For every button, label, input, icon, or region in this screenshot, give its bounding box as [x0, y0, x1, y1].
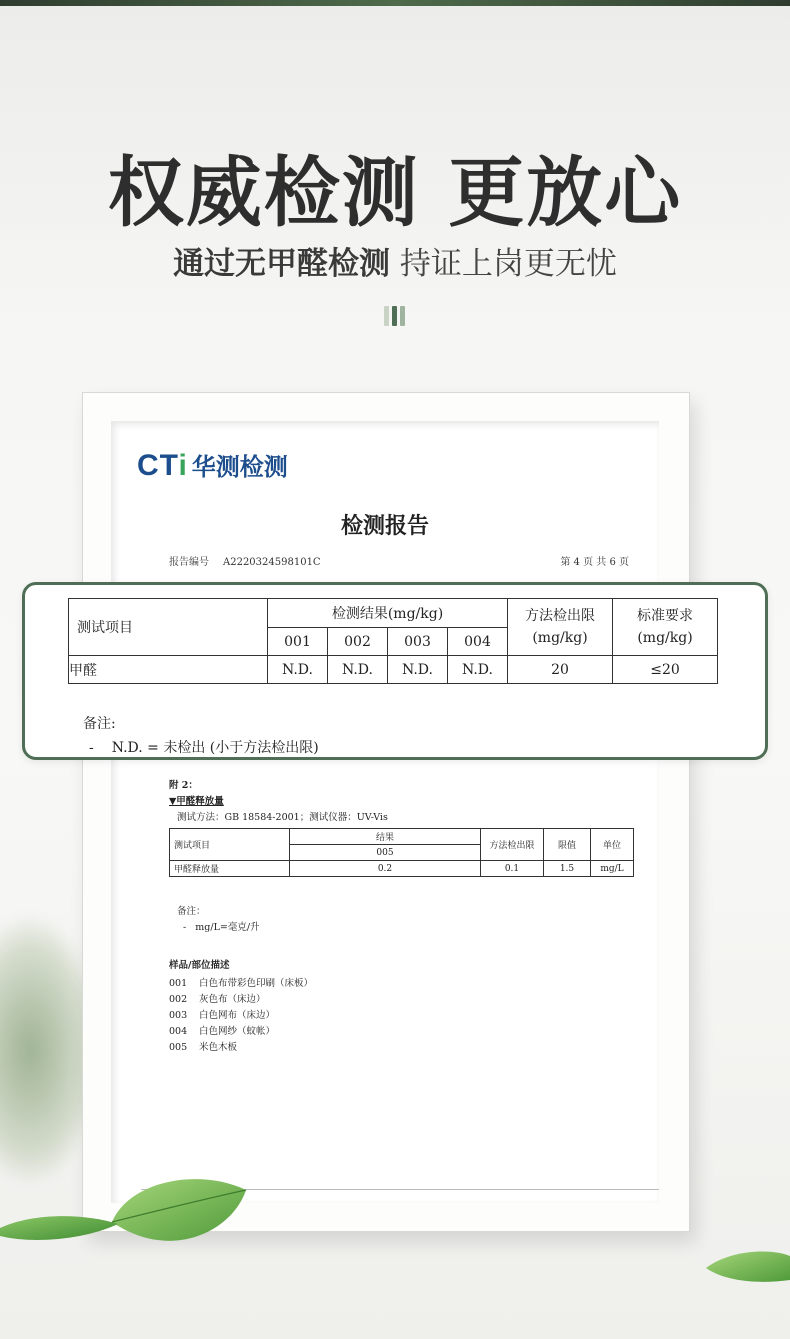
- note-line: - mg/L=毫克/升: [183, 922, 260, 933]
- t1-col-001: 001: [268, 628, 328, 656]
- appendix-label: 附 2：: [169, 780, 198, 791]
- t2-h-method: 方法检出限: [481, 829, 544, 861]
- zoom-note-line: - N.D. = 未检出 (小于方法检出限): [89, 740, 319, 756]
- headline: 权威检测 更放心: [107, 148, 683, 237]
- decorative-bars: [384, 306, 408, 330]
- t1-row-item: 甲醛: [69, 656, 268, 684]
- subline-bold: 通过无甲醛检测: [173, 246, 391, 282]
- report-number: 报告编号 A2220324598101C: [169, 557, 321, 568]
- certificate-frame: [82, 392, 690, 1232]
- sample-row: 005 米色木板: [169, 1042, 238, 1053]
- bar-1: [384, 306, 389, 326]
- report-paper: [111, 421, 659, 1203]
- t1-value-001: N.D.: [268, 656, 328, 684]
- t2-h-sample: 005: [290, 845, 481, 861]
- sample-row: 001 白色布带彩色印刷（床板）: [169, 978, 314, 989]
- samples-title: 样品/部位描述: [169, 960, 230, 971]
- t2-row-item: 甲醛释放量: [170, 861, 290, 877]
- method-line: 测试方法：GB 18584-2001；测试仪器：UV-Vis: [177, 812, 388, 823]
- t1-h-item: 测试项目: [69, 599, 268, 656]
- bar-2: [392, 306, 397, 326]
- logo-chinese: 华测检测: [191, 453, 288, 481]
- cti-logo: [137, 447, 288, 483]
- formaldehyde-release-table: [169, 828, 634, 877]
- zoom-note-label: 备注:: [83, 716, 116, 732]
- zoomed-result-callout: [22, 582, 768, 760]
- t2-row-unit: mg/L: [591, 861, 634, 877]
- t1-col-003: 003: [388, 628, 448, 656]
- t2-h-result: 结果: [290, 829, 481, 845]
- formaldehyde-result-table: [68, 598, 718, 684]
- t1-standard-value: ≤20: [613, 656, 718, 684]
- t1-h-result: 检测结果(mg/kg): [268, 599, 508, 628]
- footer-rule: [141, 1189, 659, 1190]
- subline-regular: 持证上岗更无忧: [399, 246, 617, 282]
- t2-h-limit: 限值: [544, 829, 591, 861]
- sample-row: 002 灰色布（床边）: [169, 994, 266, 1005]
- t1-value-002: N.D.: [328, 656, 388, 684]
- t2-h-unit: 单位: [591, 829, 634, 861]
- t2-row-value: 0.2: [290, 861, 481, 877]
- t1-col-004: 004: [448, 628, 508, 656]
- section-title: ▼甲醛释放量: [169, 796, 224, 807]
- t1-value-004: N.D.: [448, 656, 508, 684]
- page-info: 第 4 页 共 6 页: [560, 557, 629, 568]
- t1-h-standard: 标准要求 (mg/kg): [613, 599, 718, 656]
- subline: [0, 238, 790, 283]
- logo-latin: CTi: [137, 449, 188, 482]
- sample-row: 003 白色网布（床边）: [169, 1010, 276, 1021]
- sample-descriptions: [169, 957, 313, 1055]
- t2-h-item: 测试项目: [170, 829, 290, 861]
- bar-3: [400, 306, 405, 326]
- report-title: 检测报告: [340, 513, 429, 539]
- top-strip: [0, 0, 790, 6]
- note-label: 备注：: [177, 906, 206, 917]
- sample-row: 004 白色网纱（蚊帐）: [169, 1026, 276, 1037]
- leaf-right: [706, 1252, 790, 1282]
- t2-row-method: 0.1: [481, 861, 544, 877]
- t1-value-003: N.D.: [388, 656, 448, 684]
- t1-col-002: 002: [328, 628, 388, 656]
- t1-method-value: 20: [508, 656, 613, 684]
- t1-h-method: 方法检出限 (mg/kg): [508, 599, 613, 656]
- t2-row-limit: 1.5: [544, 861, 591, 877]
